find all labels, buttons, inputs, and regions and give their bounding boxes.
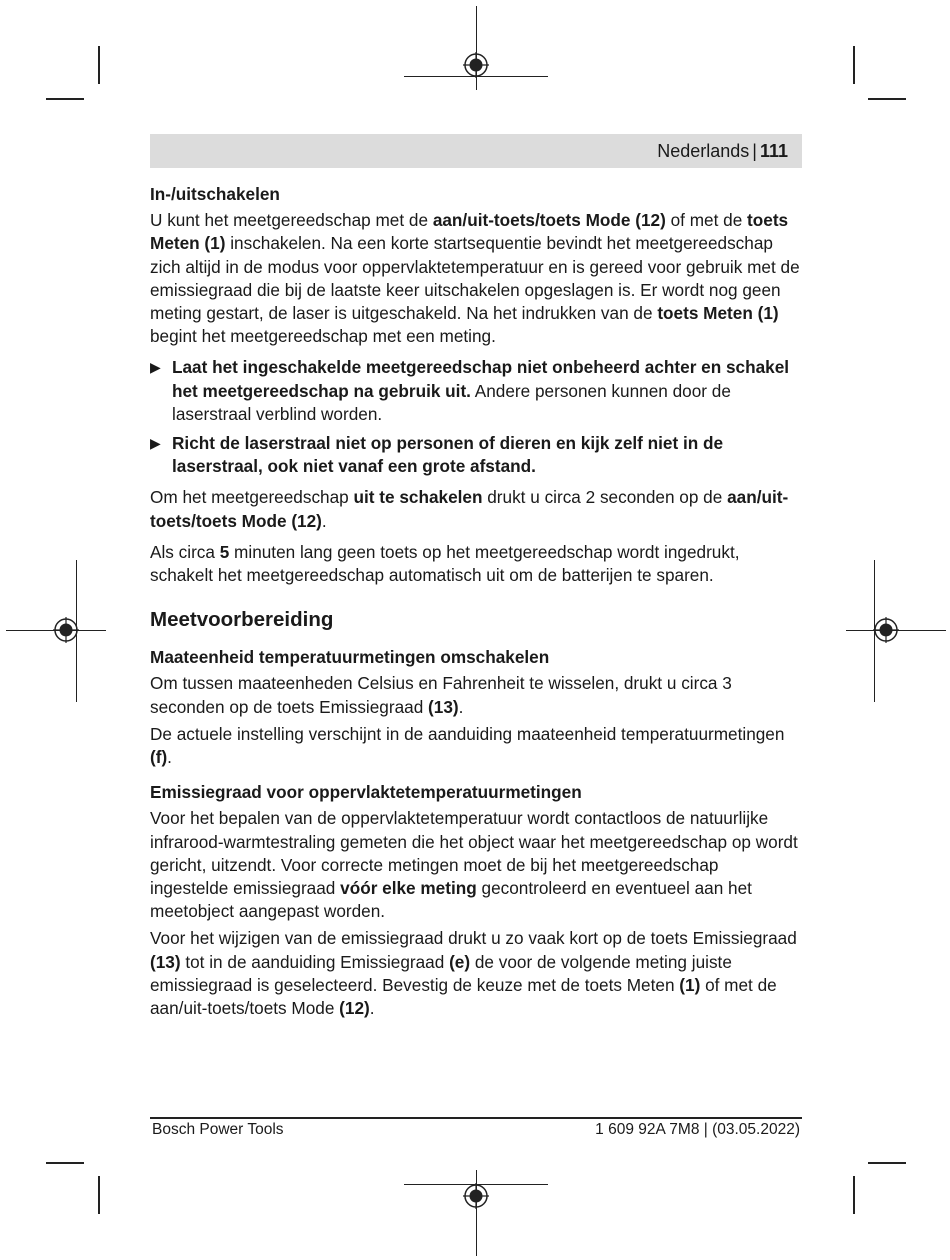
crop-mark: [98, 46, 100, 84]
safety-bullet: [150, 432, 800, 478]
crop-mark: [853, 1176, 855, 1214]
text-run-bold: uit te schakelen: [353, 487, 483, 508]
text-run: U kunt het meetgereedschap met de: [150, 210, 433, 231]
text-run: tot in de aanduiding Emissiegraad: [180, 951, 450, 972]
crop-mark: [868, 1162, 906, 1164]
text-run-bold: 5: [219, 541, 230, 562]
text-run-bold: toets Meten (1): [150, 210, 789, 254]
text-run: drukt u circa 2 seconden op de: [482, 487, 728, 508]
text-run-bold: vóór elke meting: [340, 878, 477, 899]
text-run-bold: Laat het ingeschakelde meetgereedschap niet onbeheerd achter en schakel het meetgereedschap na gebruik uit.: [172, 357, 790, 401]
section-heading-emissivity: Emissiegraad voor oppervlaktetemperatuurmetingen: [150, 782, 582, 803]
text-run: Om tussen maateenheden Celsius en Fahrenheit te wisselen, drukt u circa 3 seconden op de toets Emissiegraad: [150, 673, 732, 717]
text-run: De actuele instelling verschijnt in de aanduiding maateenheid temperatuurmetingen: [150, 723, 785, 744]
text-run: .: [167, 747, 172, 768]
section-heading-unit: Maateenheid temperatuurmetingen omschakelen: [150, 647, 550, 668]
text-run-bold: Richt de laserstraal niet op personen of dieren en kijk zelf niet in de laserstraal, ook niet vanaf een grote afstand.: [172, 433, 724, 477]
text-run: gecontroleerd en eventueel aan het meetobject aangepast worden.: [150, 878, 752, 922]
footer-publisher: Bosch Power Tools: [152, 1121, 284, 1138]
bullet-arrow-icon: ▶: [150, 359, 161, 376]
paragraph-switching-off: [150, 486, 800, 532]
crop-mark: [98, 1176, 100, 1214]
page-content: [150, 183, 800, 1028]
page-number: 111: [759, 141, 788, 161]
paragraph-auto-off: [150, 541, 800, 587]
text-run: Als circa: [150, 541, 220, 562]
text-run-bold: aan/uit-toets/toets Mode (12): [150, 487, 789, 531]
crop-mark: [46, 1162, 84, 1164]
bullet-arrow-icon: ▶: [150, 435, 161, 452]
section-heading-switching: In-/uitschakelen: [150, 184, 280, 204]
registration-target-icon: [53, 617, 79, 643]
text-run: .: [321, 510, 327, 531]
text-run-bold: (1): [679, 974, 701, 995]
header-separator: |: [752, 141, 757, 161]
text-run: Om het meetgereedschap: [150, 487, 354, 508]
registration-target-icon: [873, 617, 899, 643]
crop-mark: [868, 98, 906, 100]
safety-bullet: [150, 356, 800, 426]
text-run: Voor het bepalen van de oppervlaktetemperatuur wordt contactloos de natuurlijke infrarood-warmtestraling gemeten die het object waar het meetgereedschap op wordt gericht, uitzendt. Voor correcte metingen moet de bij het meetgereedschap ingestelde emissiegraad: [150, 808, 798, 899]
section-heading-preparation: Meetvoorbereiding: [150, 608, 334, 632]
text-run: .: [369, 998, 375, 1019]
paragraph-emissivity-change: [150, 927, 800, 1020]
text-run: of met de: [665, 210, 748, 231]
text-run: minuten lang geen toets op het meetgereedschap wordt ingedrukt, schakelt het meetgereedschap automatisch uit om de batterijen te sparen.: [150, 541, 740, 586]
text-run: Voor het wijzigen van de emissiegraad drukt u zo vaak kort op de toets Emissiegraad: [150, 928, 797, 949]
registration-target-icon: [463, 52, 489, 78]
text-run: Andere personen kunnen door de laserstraal verblind worden.: [172, 380, 731, 424]
text-run-bold: (e): [449, 951, 471, 972]
text-run: of met de aan/uit-toets/toets Mode: [150, 974, 777, 1019]
text-run: begint het meetgereedschap met een meting.: [150, 326, 496, 347]
crop-mark: [853, 46, 855, 84]
crop-mark: [46, 98, 84, 100]
paragraph-emissivity-intro: [150, 807, 800, 923]
header-language: Nederlands: [657, 141, 750, 161]
page-header: [150, 134, 802, 168]
text-run-bold: toets Meten (1): [657, 303, 779, 324]
paragraph-unit-switch: [150, 672, 800, 718]
text-run-bold: aan/uit-toets/toets Mode (12): [432, 210, 666, 231]
footer-document-id: 1 609 92A 7M8 | (03.05.2022): [595, 1121, 800, 1138]
text-run-bold: (12): [339, 998, 370, 1019]
text-run-bold: (13): [428, 696, 459, 717]
text-run: de voor de volgende meting juiste emissiegraad is geselecteerd. Bevestig de keuze met de toets Meten: [150, 951, 732, 995]
registration-target-icon: [463, 1183, 489, 1209]
text-run: inschakelen. Na een korte startsequentie bevindt het meetgereedschap zich altijd in de modus voor oppervlaktetemperatuur en is gereed voor gebruik met de emissiegraad die bij de laatste keer uitschakelen opgeslagen is. Er wordt nog geen meting gestart, de laser is uitgeschakeld. Na het indrukken van de: [150, 233, 800, 324]
header-text: [657, 141, 788, 162]
paragraph-unit-display: [150, 723, 800, 769]
paragraph-switching-on: [150, 209, 800, 348]
text-run: .: [458, 696, 464, 717]
footer-rule: [150, 1117, 802, 1119]
text-run-bold: (13): [150, 951, 181, 972]
text-run-bold: (f): [150, 747, 168, 768]
